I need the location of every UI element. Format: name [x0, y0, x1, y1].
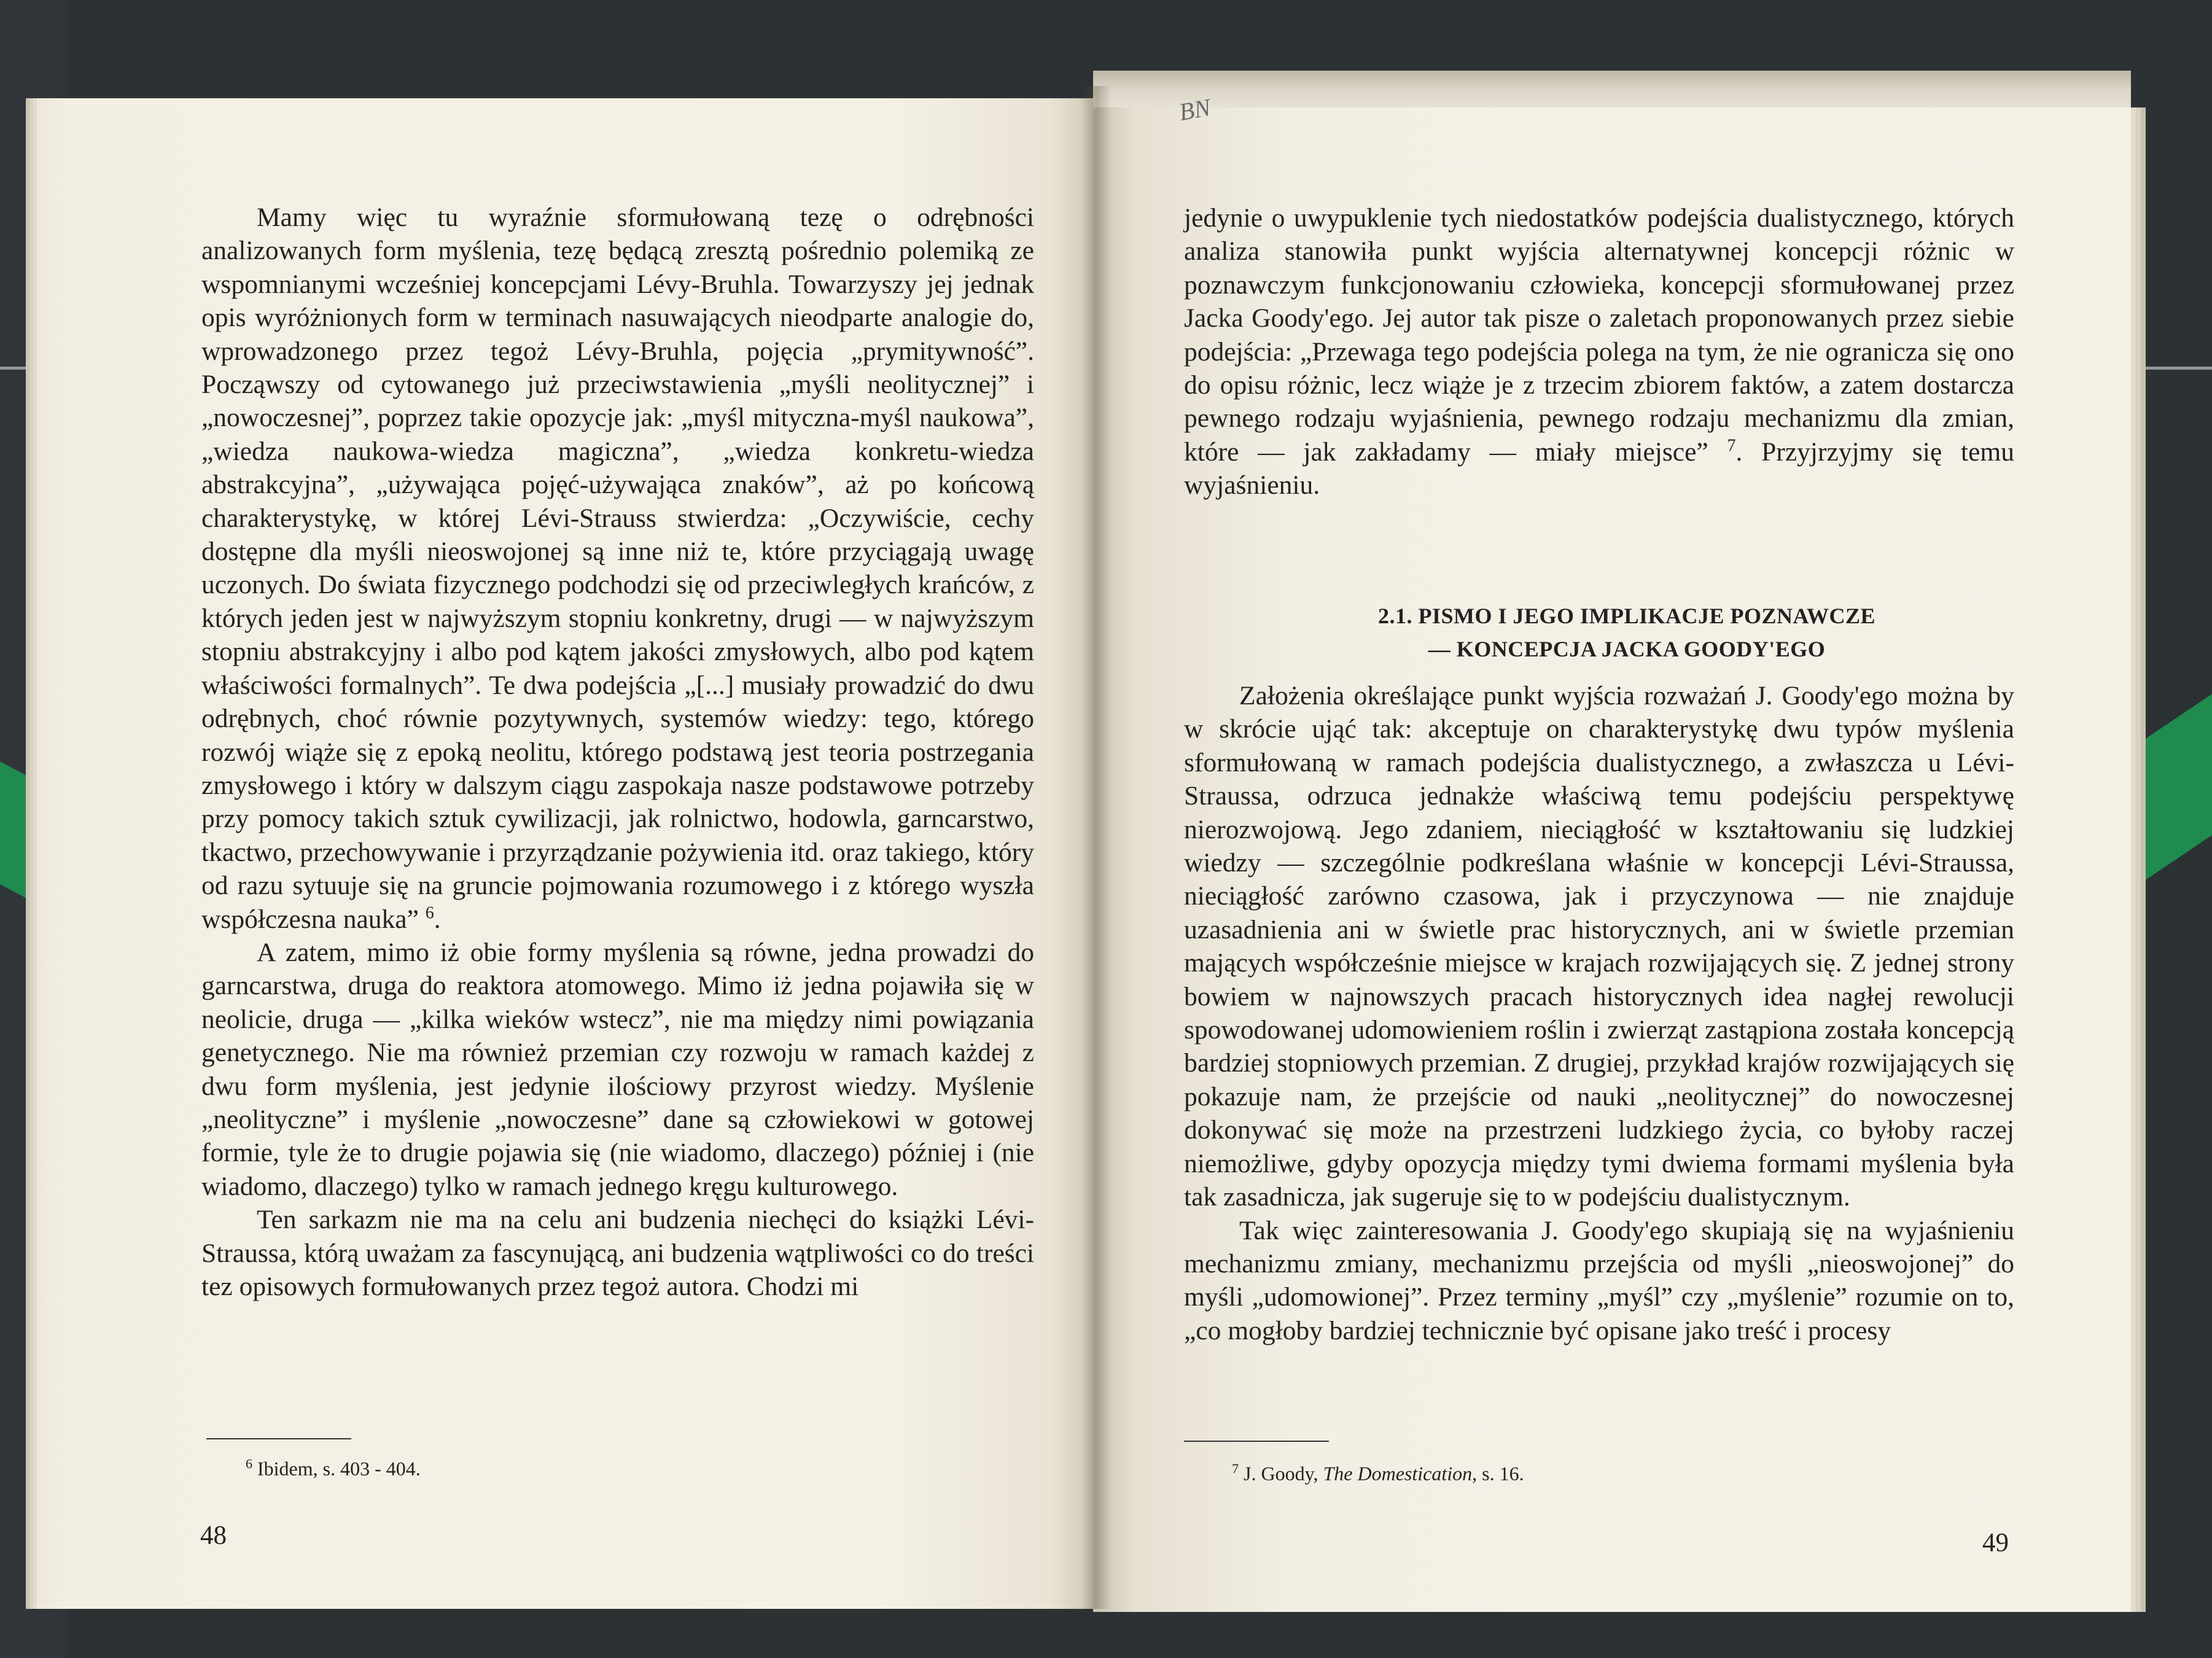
footnote-ref-6: 6: [425, 903, 434, 923]
left-page-number: 48: [200, 1521, 227, 1550]
right-intro-paragraph: jedynie o uwypuklenie tych niedostatków podejścia dualistycznego, których analiza stanowiła punkt wyjścia alternatywnej koncepcji różnic w poznawczym funkcjonowaniu człowieka, koncepcji sformułowanej przez Jacka Goody'ego. Jej autor tak pisze o zaletach proponowanych przez siebie podejścia: „Przewaga tego podejścia polega na tym, że nie ogranicza się ono do opisu różnic, lecz wiąże je z trzecim zbiorem faktów, a zatem dostarcza pewnego rodzaju wyjaśnienia, pewnego rodzaju mechanizmu dla zmian, które — jak zakładamy — miały miejsce” $^7$. Przyjrzyjmy się temu wyjaśnieniu.: [1184, 203, 2014, 500]
right-page-number: 49: [1982, 1528, 2009, 1557]
section-heading: [1184, 599, 2014, 666]
section-heading-line-1: 2.1. PISMO I JEGO IMPLIKACJE POZNAWCZE: [1377, 604, 1876, 628]
left-paragraph-1: Mamy więc tu wyraźnie sformułowaną tezę o odrębności analizowanych form myślenia, tezę będącą zresztą pośrednio polemiką ze wspomnianymi wcześniej koncepcjami Lévy-Bruhla. Towarzyszy jej jednak opis wyróżnionych form w terminach nasuwających nieodparte analogie do, wprowadzonego przez tegoż Lévy-Bruhla, pojęcia „prymitywność”. Począwszy od cytowanego już przeciwstawienia „myśli neolitycznej” i „nowoczesnej”, poprzez takie opozycje jak: „myśl mityczna-myśl naukowa”, „wiedza naukowa-wiedza magiczna”, „wiedza konkretu-wiedza abstrakcyjna”, „używająca pojęć-używająca znaków”, aż po końcową charakterystykę, w której Lévi-Strauss stwierdza: „Oczywiście, cechy dostępne dla myśli nieoswojonej są inne niż te, które przyciągają uwagę uczonych. Do świata fizycznego podchodzi się od przeciwległych krańców, z których jeden jest w najwyższym stopniu konkretny, drugi — w najwyższym stopniu abstrakcyjny i albo pod kątem jakości zmysłowych, albo pod kątem właściwości formalnych”. Te dwa podejścia „[...] musiały prowadzić do dwu odrębnych, choć równie pozytywnych, systemów wiedzy: tego, którego rozwój wiąże się z epoką neolitu, którego podstawą jest teoria postrzegania zmysłowego i który w dalszym ciągu zaspokaja nasze podstawowe potrzeby przy pomocy takich sztuk cywilizacji, jak rolnictwo, hodowla, garncarstwo, tkactwo, przechowywanie i przyrządzanie pożywienia itd. oraz takiego, który od razu sytuuje się na gruncie pojmowania rozumowego i z którego wyszła współczesna nauka” $^6$.: [201, 203, 1034, 934]
library-stamp: BN: [1177, 93, 1213, 126]
right-page-intro: [1184, 201, 2014, 502]
right-page-section: [1184, 594, 2014, 1347]
left-paragraph-2: A zatem, mimo iż obie formy myślenia są równe, jedna prowadzi do garncarstwa, druga do reaktora atomowego. Mimo iż jedna pojawiła się w neolicie, druga — „kilka wieków wstecz”, nie ma między nimi powiązania genetycznego. Nie ma również przemian czy rozwoju w ramach każdej z dwu form myślenia, jest jedynie ilościowy przyrost wiedzy. Myślenie „neolityczne” i myślenie „nowoczesne” dane są człowiekowi w gotowej formie, tyle że to drugie pojawia się (nie wiadomo, dlaczego) później i (nie wiadomo, dlaczego) tylko w ramach jednego kręgu kulturowego.: [201, 937, 1034, 1201]
footnote-ref-7: 7: [1727, 436, 1736, 456]
right-paragraph-2: Tak więc zainteresowania J. Goody'ego skupiają się na wyjaśnieniu mechanizmu zmiany, mechanizmu przejścia od myśli „nieoswojonej” do myśli „udomowionej”. Przez terminy „myśl” czy „myślenie” rozumie on to, „co mogłoby bardziej technicznie być opisane jako treść i procesy: [1184, 1215, 2014, 1345]
book-gutter: [1081, 86, 1112, 1609]
background-green-right: [2132, 694, 2212, 889]
left-footnote: $^6$ Ibidem, s. 403 - 404.: [246, 1456, 421, 1480]
right-paragraph-1: Założenia określające punkt wyjścia rozważań J. Goody'ego można by w skrócie ująć tak: akceptuje on charakterystykę dwu typów myślenia sformułowaną w ramach podejścia dualistycznego, a zwłaszcza u Lévi-Straussa, odrzuca jednakże właściwą temu podejściu perspektywę nierozwojową. Jego zdaniem, nieciągłość w kształtowaniu się ludzkiej wiedzy — szczególnie podkreślana właśnie w koncepcji Lévi-Straussa, nieciągłość zarówno czasowa, jak i przyczynowa — nie znajduje uzasadnienia ani w świetle prac historycznych, ani w świetle przemian mających współcześnie miejsce w krajach rozwijających się. Z jednej strony bowiem w najnowszych pracach historycznych idea nagłej rewolucji spowodowanej udomowieniem roślin i zwierząt zastąpiona została koncepcją bardziej stopniowych przemian. Z drugiej, przykład krajów rozwijających się pokazuje nam, że przejście od nauki „neolitycznej” do nowoczesnej dokonywać się może na przestrzeni ludzkiego życia, co byłoby raczej niemożliwe, gdyby opozycja między tymi dwiema formami myślenia była tak zasadnicza, jak sugeruje się to w podejściu dualistycznym.: [1184, 681, 2014, 1212]
left-footnote-rule: [206, 1438, 351, 1439]
left-page-body: [201, 201, 1034, 1303]
right-footnote: $^7$ J. Goody, The Domestication, s. 16.: [1232, 1461, 1524, 1485]
left-paragraph-3: Ten sarkazm nie ma na celu ani budzenia niechęci do książki Lévi-Straussa, którą uważam za fascynującą, ani budzenia wątpliwości co do treści tez opisowych formułowanych przez tegoż autora. Chodzi mi: [201, 1205, 1034, 1301]
section-heading-line-2: — KONCEPCJA JACKA GOODY'EGO: [1428, 637, 1826, 661]
right-footnote-rule: [1184, 1441, 1329, 1442]
